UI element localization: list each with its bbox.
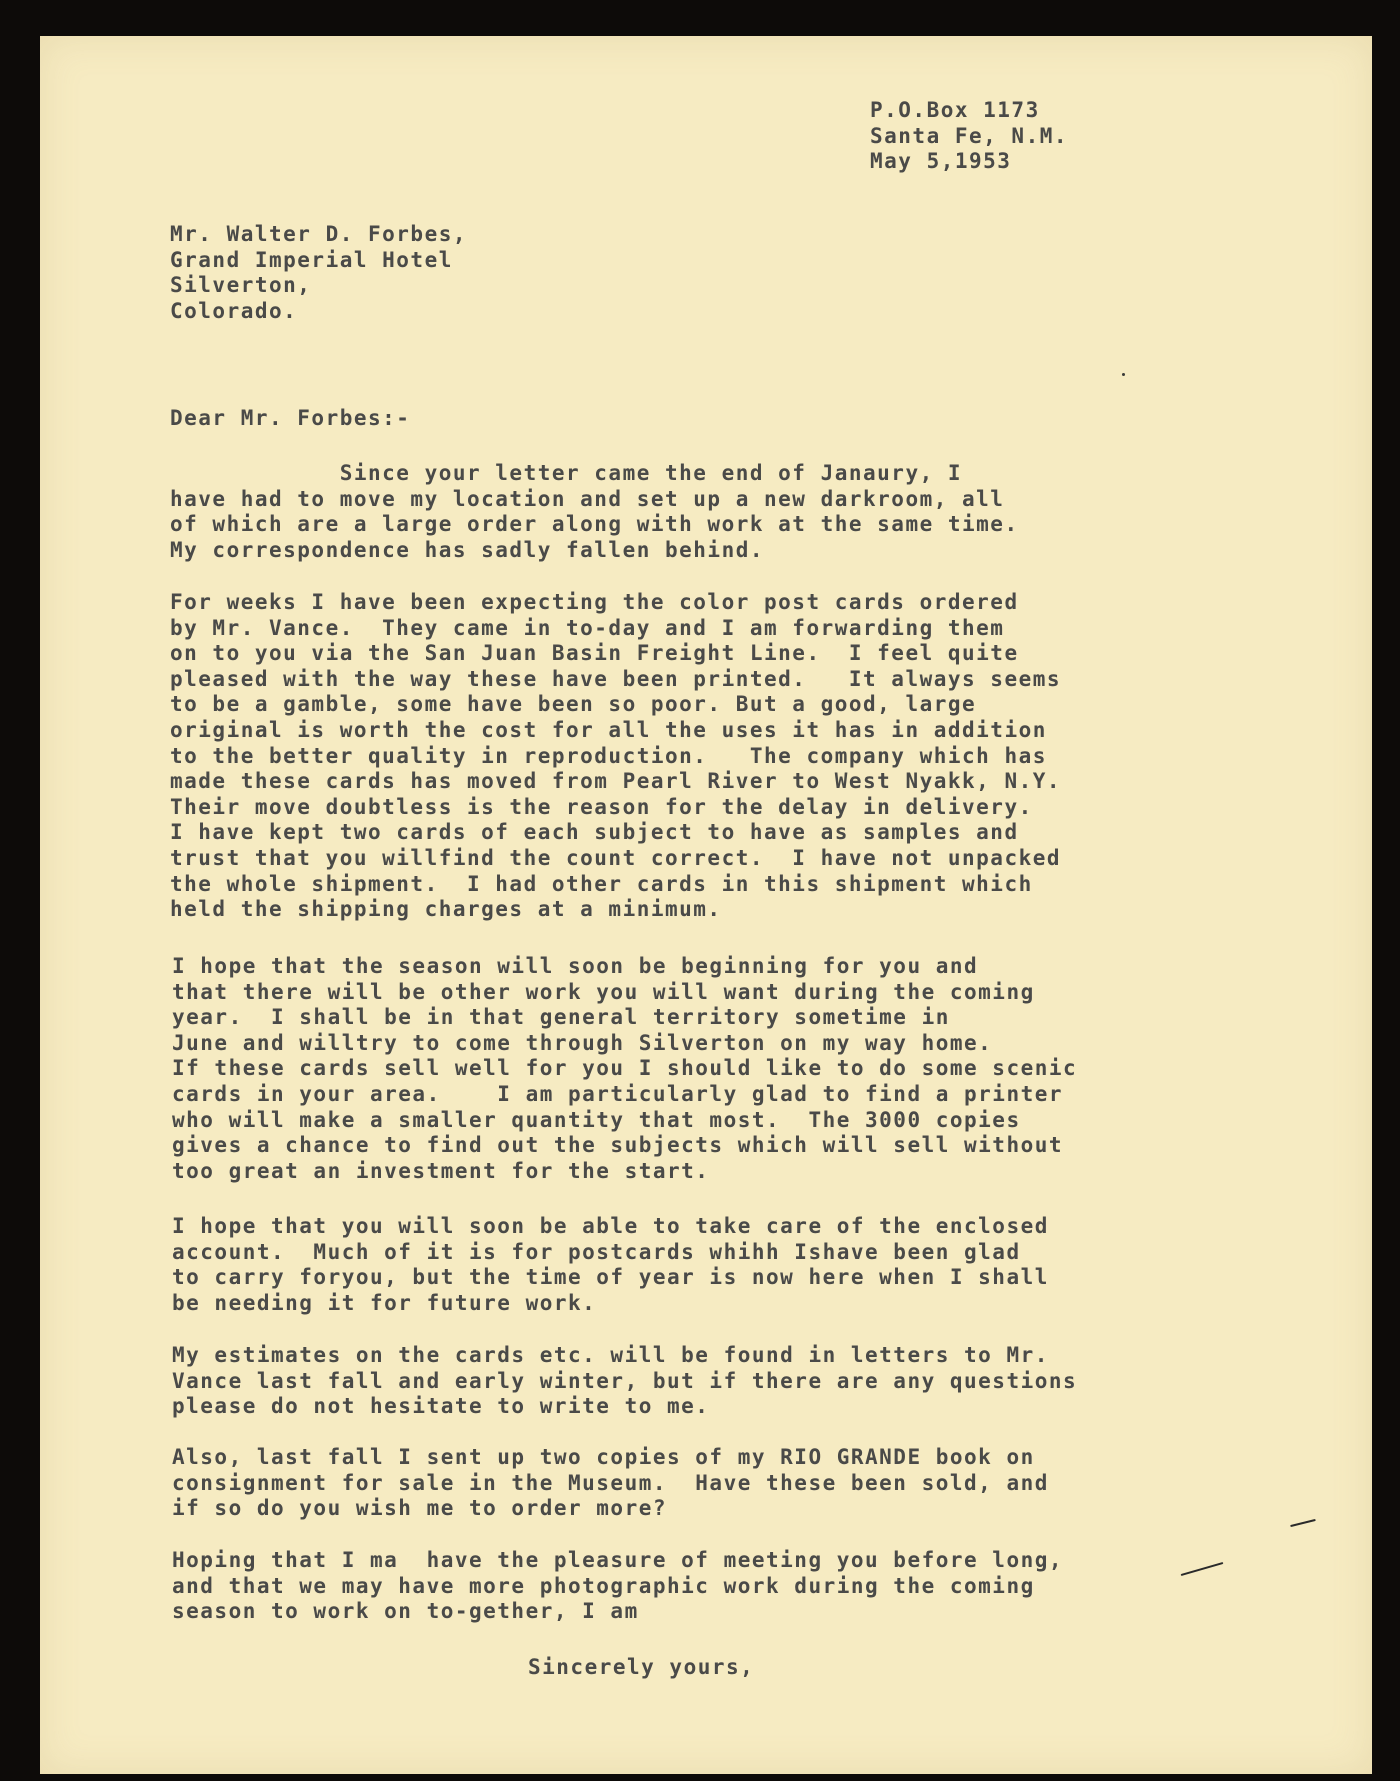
ink-speck [1122,373,1125,376]
salutation: Dear Mr. Forbes:- [170,406,411,430]
body-paragraph-7: Hoping that I ma have the pleasure of meeting you before long, and that we may have more photographic work during the coming season to work on to-gether, I am [172,1548,1064,1624]
return-address: P.O.Box 1173 Santa Fe, N.M. May 5,1953 [870,98,1069,174]
body-paragraph-3: I hope that the season will soon be beginning for you and that there will be other work you will want during the coming year. I shall be in that general territory sometime in June and willtry to come through Silverton on my way home. If these cards sell well for you I should like to do some scenic cards in your area. I am particularly glad to find a printer who will make a smaller quantity that most. The 3000 copies gives a chance to find out the subjects which will sell without too great an investment for the start. [172,954,1078,1183]
body-paragraph-2: For weeks I have been expecting the color post cards ordered by Mr. Vance. They came in to-day and I am forwarding them on to you via the San Juan Basin Freight Line. I feel quite pleased with the way these have been printed. It always seems to be a gamble, some have been so poor. But a good, large original is worth the cost for all the uses it has in addition to the better quality in reproduction. The company which has made these cards has moved from Pearl River to West Nyakk, N.Y. Their move doubtless is the reason for the delay in delivery. I have kept two cards of each subject to have as samples and trust that you willfind the count correct. I have not unpacked the whole shipment. I had other cards in this shipment which held the shipping charges at a minimum. [170,590,1062,922]
body-paragraph-4: I hope that you will soon be able to take care of the enclosed account. Much of it is for postcards whihh Ishave been glad to carry foryou, but the time of year is now here when I shall be needing it for future work. [172,1214,1049,1315]
body-paragraph-5: My estimates on the cards etc. will be found in letters to Mr. Vance last fall and early winter, but if there are any questions please do not hesitate to write to me. [172,1343,1078,1419]
closing: Sincerely yours, [528,1655,755,1679]
recipient-address: Mr. Walter D. Forbes, Grand Imperial Hotel Silverton, Colorado. [170,222,468,323]
body-paragraph-6: Also, last fall I sent up two copies of my RIO GRANDE book on consignment for sale in the Museum. Have these been sold, and if so do you wish me to order more? [172,1445,1049,1521]
body-paragraph-1: Since your letter came the end of Janaury, I have had to move my location and set up a new darkroom, all of which are a large order along with work at the same time. My correspondence has sadly fallen behind. [170,461,1019,562]
